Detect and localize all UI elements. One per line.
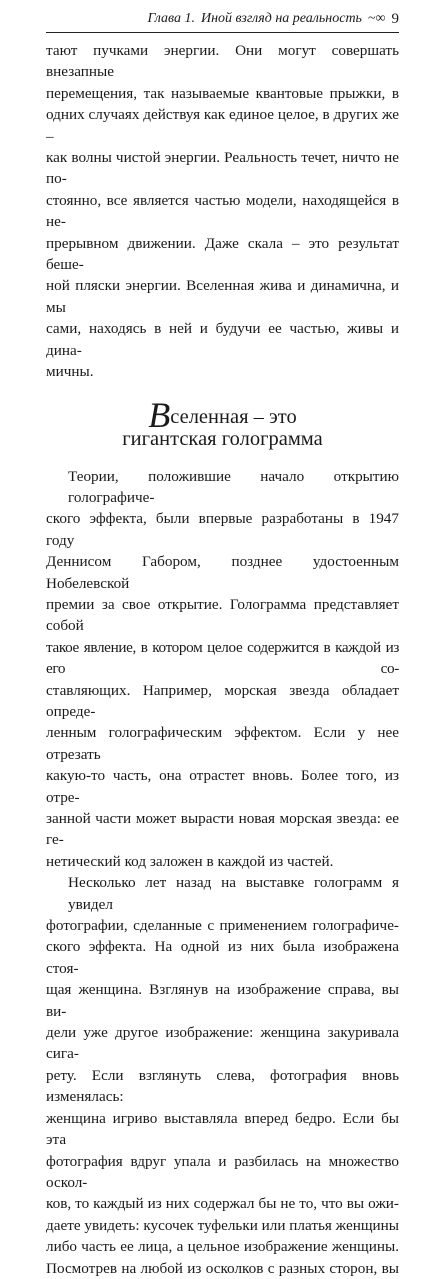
chapter-title: Иной взгляд на реальность [200,11,362,26]
text-line: либо часть ее лица, а цельное изображение женщины. [46,1238,399,1256]
text-line: мичны. [46,363,94,381]
text-line: Несколько лет назад на выставке голограмм я увидел [68,874,399,913]
heading-line-2: гигантская голограмма [122,427,323,450]
text-line: Деннисом Габором, позднее удостоенным Нобелевской [46,553,399,592]
text-line: тают пучками энергии. Они могут совершать внезапные [46,42,399,81]
text-line: одних случаях действуя как единое целое, в других же – [46,106,399,145]
page-body [46,40,399,1279]
text-line: женщина игриво выставляла вперед бедро. Если бы эта [46,1109,399,1149]
text-line: фотография вдруг упала и разбилась на множество оскол- [46,1152,399,1191]
text-line: ной пляски энергии. Вселенная жива и динамична, и мы [46,277,399,316]
running-header [46,6,399,33]
text-line: рету. Если взглянуть слева, фотография вновь изменялась: [46,1066,399,1106]
text-line: как волны чистой энергии. Реальность течет, ничто не по- [46,149,399,188]
text-line: какую-то часть, она отрастет вновь. Более того, из отре- [46,767,399,806]
text-line: ков, то каждый из них содержал бы не то, что вы ожи- [46,1195,399,1213]
paragraph [46,872,399,1279]
text-line: фотографии, сделанные с применением голографиче- [46,917,399,935]
text-line: сами, находясь в ней и будучи ее частью, живы и дина- [46,320,399,359]
text-line: стоянно, все является частью модели, находящейся в не- [46,191,399,231]
text-line: такое явление, в котором целое содержится в каждой из его со- [46,638,399,678]
text-line: занной части может вырасти новая морская звезда: ее ге- [46,810,399,849]
text-line: ского эффекта. На одной из них была изображена стоя- [46,938,399,977]
text-line: перемещения, так называемые квантовые прыжки, в [46,84,399,102]
text-line: даете увидеть: кусочек туфельки или платья женщины [46,1216,399,1234]
flourish-ornament-icon: ~∞ [367,11,386,26]
text-line: ского эффекта, были впервые разработаны в 1947 году [46,510,399,549]
text-line: дели уже другое изображение: женщина закуривала сига- [46,1024,399,1063]
page-number: 9 [391,10,399,27]
paragraph [46,466,399,873]
text-line: прерывном движении. Даже скала – это результат беше- [46,234,399,274]
text-line: Теории, положившие начало открытию голографиче- [68,467,399,506]
paragraph-continued [46,40,399,383]
text-line: Посмотрев на любой из осколков с разных сторон, вы [46,1259,399,1277]
heading-dropcap: В [148,394,171,435]
text-line: ставляющих. Например, морская звезда обладает опреде- [46,681,399,720]
text-line: нетический код заложен в каждой из частей. [46,852,334,870]
text-line: ленным голографическим эффектом. Если у нее отрезать [46,724,399,763]
chapter-label: Глава 1. [147,11,195,26]
heading-line-1: селенная – это [170,405,297,428]
section-heading [46,394,399,450]
text-line: премии за свое открытие. Голограмма представляет собой [46,595,399,635]
text-line: щая женщина. Взглянув на изображение справа, вы ви- [46,981,399,1020]
